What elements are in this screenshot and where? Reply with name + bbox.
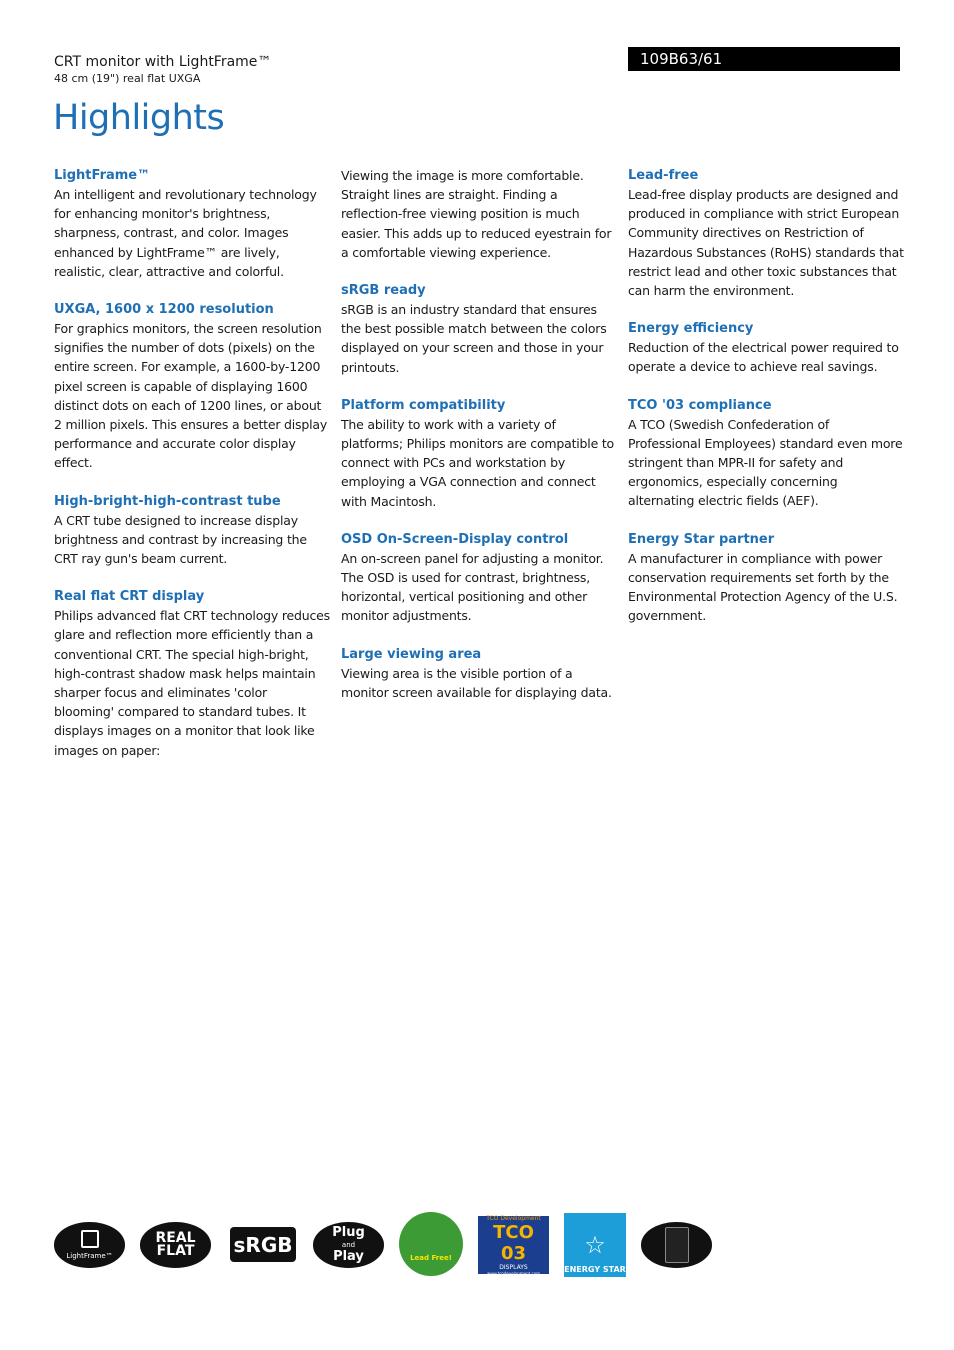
highlight-body: The ability to work with a variety of platforms; Philips monitors are compatible to connect with PCs and workstation by employing a VGA connection and connect with Macintosh.	[341, 416, 614, 509]
highlight-item	[628, 396, 904, 511]
column-2	[341, 166, 617, 721]
highlight-title: TCO '03 compliance	[628, 397, 772, 413]
highlight-item	[341, 281, 617, 377]
tco-logo-url: www.tcodevelopment.com	[486, 1270, 541, 1276]
highlight-title: High-bright-high-contrast tube	[54, 493, 281, 509]
lightframe-icon	[81, 1230, 99, 1248]
highlight-title: Energy Star partner	[628, 531, 775, 547]
real-flat-logo	[140, 1222, 211, 1268]
column-3	[628, 166, 904, 644]
highlight-title: sRGB ready	[341, 283, 426, 299]
windows-icon	[665, 1227, 689, 1263]
lead-free-logo	[399, 1212, 463, 1276]
lightframe-logo	[54, 1222, 125, 1268]
highlight-body: Reduction of the electrical power required to operate a device to achieve real savings.	[628, 340, 899, 375]
product-subline: 48 cm (19") real flat UXGA	[54, 72, 201, 85]
highlight-body: For graphics monitors, the screen resolution signifies the number of dots (pixels) on the entire screen. For example, a 1600-by-1200 pixel screen is capable of displaying 1600 distinct dots on each of 1200 lines, or about 2 million pixels. This ensures a better display performance and accurate color display effect.	[54, 321, 328, 471]
lead-free-logo-text: Lead Free!	[410, 1254, 452, 1262]
highlight-title: Energy efficiency	[628, 321, 754, 337]
model-number: 109B63/61	[628, 47, 900, 71]
tco-03-logo	[478, 1216, 549, 1274]
plug-and-play-logo	[313, 1222, 384, 1268]
highlight-title: OSD On-Screen-Display control	[341, 531, 569, 547]
highlight-item	[628, 166, 904, 300]
highlight-item	[341, 645, 617, 702]
lightframe-logo-text: LightFrame™	[66, 1252, 113, 1260]
highlight-title: UXGA, 1600 x 1200 resolution	[54, 302, 274, 318]
highlight-body: An intelligent and revolutionary technology for enhancing monitor's brightness, sharpness, contrast, and color. Images enhanced by LightFrame™ are lively, realistic, clear, attractive and colorful.	[54, 187, 317, 279]
highlight-item	[54, 587, 330, 760]
highlight-item	[628, 530, 904, 626]
highlight-body: Viewing area is the visible portion of a monitor screen available for displaying data.	[341, 665, 612, 700]
tco-logo-top: TCO Development	[486, 1214, 541, 1222]
page-title: Highlights	[53, 98, 225, 138]
highlight-title: Lead-free	[628, 168, 699, 183]
highlight-item	[341, 530, 617, 626]
highlight-item	[54, 300, 330, 473]
highlight-title: Large viewing area	[341, 646, 482, 662]
real-flat-logo-line2: FLAT	[156, 1243, 195, 1259]
plug-logo-line2: and	[341, 1241, 356, 1249]
windows-logo	[641, 1222, 712, 1268]
highlight-item	[54, 492, 330, 569]
highlight-body: An on-screen panel for adjusting a monitor. The OSD is used for contrast, brightness, horizontal, vertical positioning and other monitor adjustments.	[341, 550, 604, 624]
highlight-item	[54, 166, 330, 281]
highlight-title: LightFrame™	[54, 168, 151, 183]
tco-logo-main: TCO 03	[493, 1221, 534, 1264]
product-subtitle: CRT monitor with LightFrame™	[54, 54, 272, 70]
energy-star-icon: ☆	[584, 1231, 606, 1259]
highlight-title: Real flat CRT display	[54, 589, 205, 605]
highlight-body: A TCO (Swedish Confederation of Professional Employees) standard even more stringent than MPR-II for safety and ergonomics, especially concerning alternating electric fields (AEF).	[628, 416, 903, 509]
highlight-title: Platform compatibility	[341, 397, 506, 413]
srgb-logo: sRGB	[230, 1227, 296, 1262]
highlight-body: Viewing the image is more comfortable. Straight lines are straight. Finding a reflection-free viewing position is much easier. This adds up to reduced eyestrain for a comfortable viewing experience.	[341, 168, 612, 260]
plug-logo-line3: Play	[333, 1249, 364, 1264]
plug-logo-line1: Plug	[332, 1225, 365, 1240]
column-1	[54, 166, 330, 779]
highlight-body: A manufacturer in compliance with power conservation requirements set forth by the Environmental Protection Agency of the U.S. government.	[628, 550, 898, 624]
energy-star-logo	[564, 1213, 626, 1277]
highlight-item-continued	[341, 166, 617, 262]
highlight-body: Philips advanced flat CRT technology reduces glare and reflection more efficiently than a conventional CRT. The special high-bright, high-contrast shadow mask helps maintain sharper focus and eliminates 'color blooming' compared to standard tubes. It displays images on a monitor that look like images on paper:	[54, 608, 330, 758]
highlight-body: Lead-free display products are designed and produced in compliance with strict European Community directives on Restriction of Hazardous Substances (RoHS) standards that restrict lead and other toxic substances that can harm the environment.	[628, 187, 904, 299]
highlight-item	[341, 396, 617, 511]
highlight-body: A CRT tube designed to increase display brightness and contrast by increasing the CRT ray gun's beam current.	[54, 512, 307, 567]
highlight-item	[628, 319, 904, 376]
highlight-body: sRGB is an industry standard that ensures the best possible match between the colors displayed on your screen and those in your printouts.	[341, 302, 607, 375]
energy-star-logo-text: ENERGY STAR	[564, 1265, 626, 1274]
tco-logo-sub: DISPLAYS	[499, 1263, 528, 1271]
real-flat-logo-line1: REAL	[155, 1230, 196, 1246]
